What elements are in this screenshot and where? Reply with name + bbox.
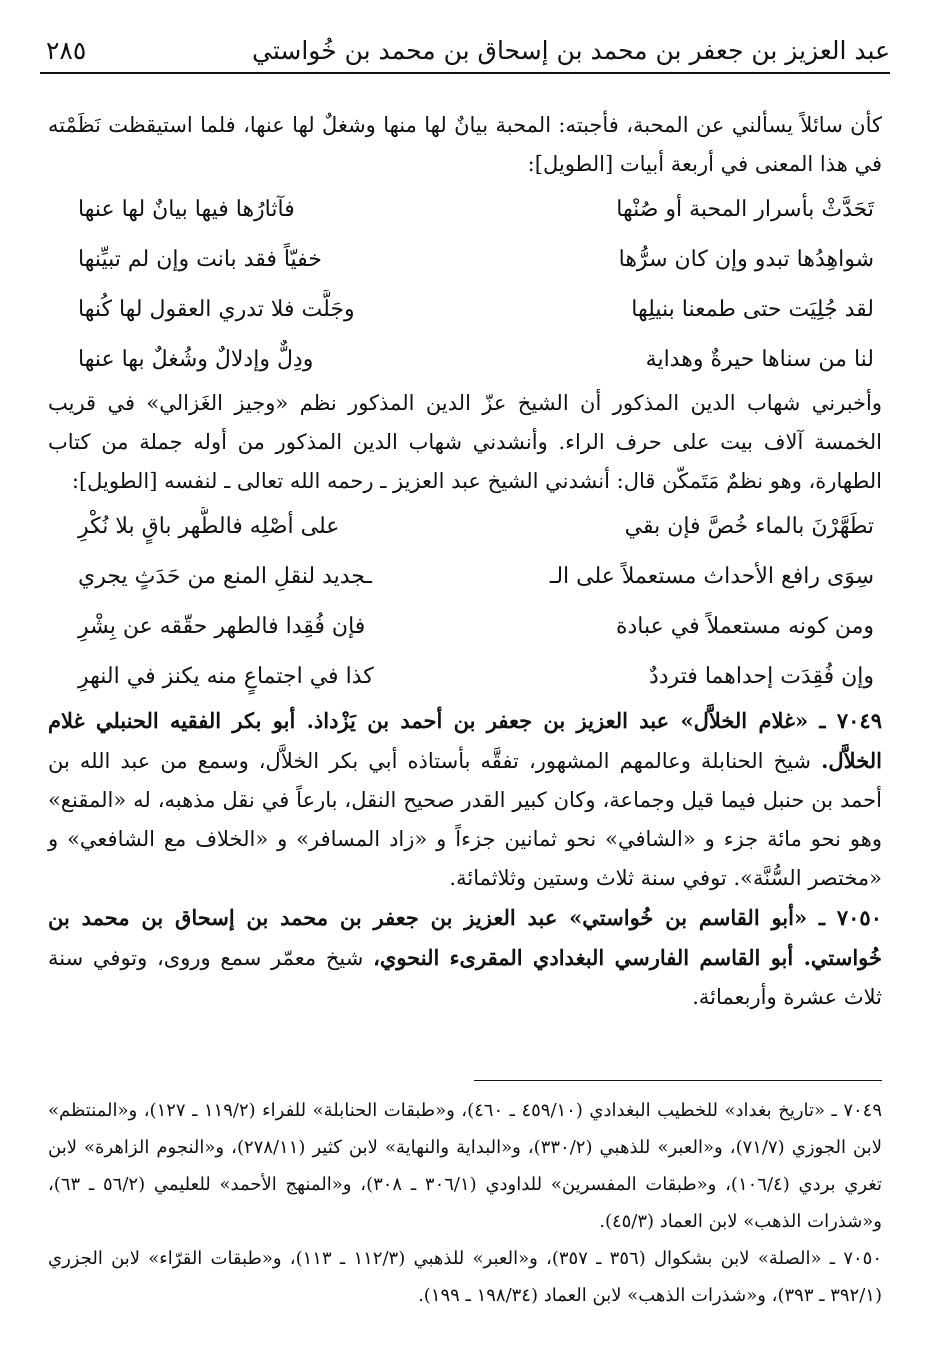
entry-7049 [48, 701, 882, 898]
verse-line [48, 234, 882, 284]
verse-second-hemistich: كذا في اجتماعٍ منه يكنز في النهرِ [78, 663, 374, 689]
poem-2 [48, 501, 882, 701]
middle-paragraph: وأخبرني شهاب الدين المذكور أن الشيخ عزّ الدين المذكور نظم «وجيز الغَزالي» في قريب الخمسة آلاف بيت على حرف الراء. وأنشدني شهاب الدين المذكور من أوله جملة من كتاب الطهارة، وهو نظمٌ مَتَمكّن قال: أنشدني الشيخ عبد العزيز ـ رحمه الله تعالى ـ لنفسه [الطويل]: [48, 391, 883, 493]
verse-second-hemistich: وجَلَّت فلا تدري العقول لها كُنها [78, 296, 355, 322]
verse-line [48, 651, 882, 701]
page-header [40, 32, 890, 74]
verse-first-hemistich: تطَهَّرْنَ بالماء خُصَّ فإن بقي [624, 513, 874, 539]
verse-first-hemistich: تَحَدَّثْ بأسرار المحبة أو صُنْها [616, 196, 874, 222]
verse-second-hemistich: فآثارُها فيها بيانٌ لها عنها [78, 196, 295, 222]
running-head: عبد العزيز بن جعفر بن محمد بن إسحاق بن محمد بن خُواستي [252, 36, 890, 65]
verse-second-hemistich: فإن فُقِدا فالطهر حقّقه عن بِشْرِ [78, 613, 366, 639]
verse-first-hemistich: لقد جُلِيَت حتى طمعنا بنيلِها [631, 296, 874, 322]
footnote: ٧٠٥٠ ـ «الصلة» لابن بشكوال (٣٥٦ ـ ٣٥٧)، و«العبر» للذهبي (١١٢/٣ ـ ١١٣)، و«طبقات القرّاء» لابن الجزري (٣٩٢/١ ـ ٣٩٣)، و«شذرات الذهب» لابن العماد (١٩٨/٣٤ ـ ١٩٩). [48, 1248, 883, 1306]
intro-paragraph: كأن سائلاً يسألني عن المحبة، فأجبته: المحبة بيانٌ لها منها وشغلٌ لها عنها، فلما استيقظت نَظَمْته في هذا المعنى في أربعة أبيات [الطويل]: [48, 113, 882, 176]
verse-line [48, 551, 882, 601]
entry-text: شيخ معمّر سمع وروى، وتوفي سنة ثلاث عشرة وأربعمائة. [48, 946, 882, 1009]
verse-second-hemistich: ـجديد لنقلِ المنع من حَدَثٍ يجري [78, 563, 372, 589]
footnote: ٧٠٤٩ ـ «تاريخ بغداد» للخطيب البغدادي (٤٥٩/١٠ ـ ٤٦٠)، و«طبقات الحنابلة» للفراء (١١٩/٢ ـ ١٢٧)، و«المنتظم» لابن الجوزي (٧١/٧)، و«العبر» للذهبي (٣٣٠/٢)، و«البداية والنهاية» لابن كثير (٢٧٨/١١)، و«النجوم الزاهرة» لابن تغري بردي (١٠٦/٤)، و«طبقات المفسرين» للداودي (٣٠٦/١ ـ ٣٠٨)، و«المنهج الأحمد» للعليمي (٥٦/٢ ـ ٦٣)، و«شذرات الذهب» لابن العماد (٤٥/٣). [48, 1100, 883, 1232]
entry-heading: ٧٠٥٠ ـ «أبو القاسم بن خُواستي» عبد العزيز بن جعفر بن محمد بن إسحاق بن محمد بن خُواستي. أبو القاسم الفارسي البغدادي المقرىء النحوي، [48, 905, 882, 970]
entry-text: شيخ الحنابلة وعالمهم المشهور، تفقَّه بأستاذه أبي بكر الخلاَّل، وسمع من عبد الله بن أحمد بن حنبل فيما قيل وجماعة، وكان كبير القدر صحيح النقل، بارعاً في نقل مذهبه، له «المقنع» وهو نحو مائة جزء و «الشافي» نحو ثمانين جزءاً و «زاد المسافر» و «الخلاف مع الشافعي» و «مختصر السُّنَّة». توفي سنة ثلاث وستين وثلاثمائة. [48, 749, 882, 890]
entry-heading: ٧٠٤٩ ـ «غلام الخلاَّل» عبد العزيز بن جعفر بن أحمد بن يَزْداذ. أبو بكر الفقيه الحنبلي غلام الخلاَّل. [48, 708, 882, 773]
verse-line [48, 501, 882, 551]
main-text [48, 106, 882, 1017]
verse-first-hemistich: وإن فُقِدَت إحداهما فترددٌ [648, 663, 874, 689]
verse-line [48, 284, 882, 334]
verse-second-hemistich: خفيّاً فقد بانت وإن لم تبيِّنها [78, 246, 322, 272]
verse-second-hemistich: على أصْلِه فالطُّهر باقٍ بلا نُكْرِ [78, 513, 340, 539]
verse-line [48, 184, 882, 234]
verse-first-hemistich: شواهِدُها تبدو وإن كان سرُّها [618, 246, 874, 272]
poem-1 [48, 184, 882, 384]
verse-first-hemistich: ومن كونه مستعملاً في عبادة [615, 613, 874, 639]
verse-first-hemistich: لنا من سناها حيرةٌ وهداية [645, 346, 874, 372]
footnote-divider [474, 1080, 882, 1081]
verse-line [48, 601, 882, 651]
verse-first-hemistich: سِوَى رافع الأحداث مستعملاً على الـ [549, 563, 874, 589]
verse-second-hemistich: ودِلٌّ وإدلالٌ وشُغلٌ بها عنها [78, 346, 314, 372]
entry-7050 [48, 898, 882, 1017]
page-number: ٢٨٥ [46, 36, 87, 65]
verse-line [48, 334, 882, 384]
footnotes [48, 1092, 882, 1314]
